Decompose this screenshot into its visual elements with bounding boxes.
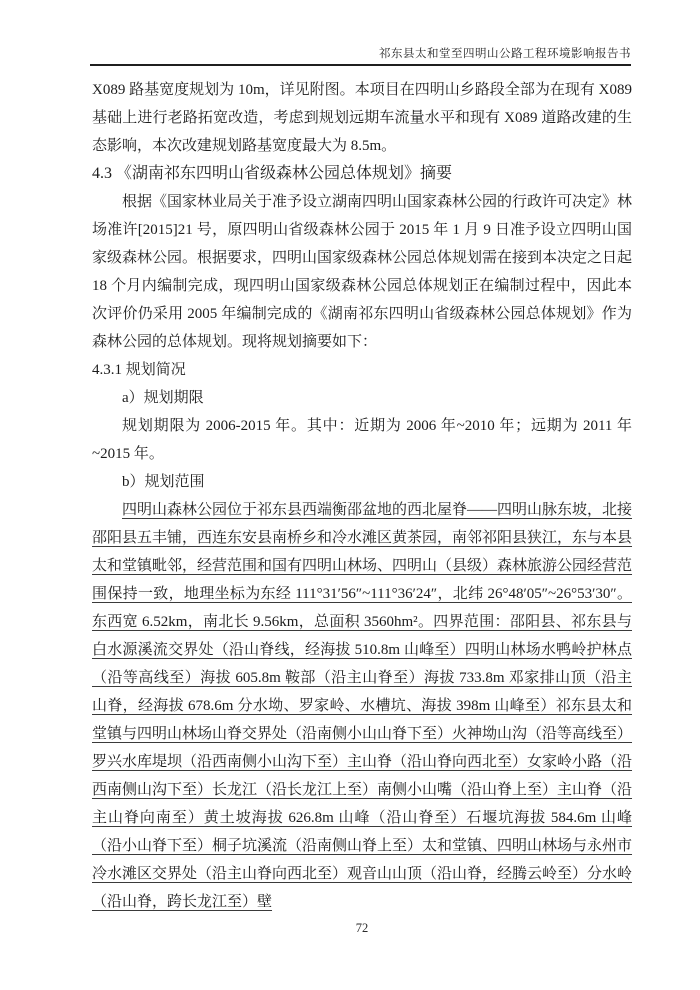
paragraph-plan-basis: 根据《国家林业局关于准予设立湖南四明山国家森林公园的行政许可决定》林场准许[2015]21 号，原四明山省级森林公园于 2015 年 1 月 9 日准予设立四明山国家级森林公园。根据要求，四明山国家级森林公园总体规划需在接到本决定之日起 18 个月内编制完成，现四明山国家级森林公园总体规划正在编制过程中，因此本次评价仍采用 2005 年编制完成的《湖南祁东四明山省级森林公园总体规划》作为森林公园的总体规划。现将规划摘要如下： bbox=[92, 194, 633, 350]
header-divider bbox=[90, 64, 631, 66]
report-header-title: 祁东县太和堂至四明山公路工程环境影响报告书 bbox=[379, 48, 631, 60]
paragraph-planning-period: 规划期限为 2006-2015 年。其中：近期为 2006 年~2010 年；远期为 2011 年~2015 年。 bbox=[92, 418, 632, 462]
paragraph-road-width: X089 路基宽度规划为 10m，详见附图。本项目在四明山乡路段全部为在现有 X089 基础上进行老路拓宽改造，考虑到规划远期车流量水平和现有 X089 道路改建的生态影响，本次改建规划路基宽度最大为 8.5m。 bbox=[92, 82, 632, 154]
page-content bbox=[92, 76, 632, 916]
section-heading-4-3: 4.3 《湖南祁东四明山省级森林公园总体规划》摘要 bbox=[92, 165, 453, 182]
item-b-planning-scope-label: b）规划范围 bbox=[122, 474, 205, 490]
item-a-planning-period-label: a）规划期限 bbox=[122, 390, 204, 406]
page-number: 72 bbox=[355, 921, 369, 935]
paragraph-planning-scope: 四明山森林公园位于祁东县西端衡邵盆地的西北屋脊——四明山脉东坡，北接邵阳县五丰铺，西连东安县南桥乡和冷水滩区黄茶园，南邻祁阳县狭江，东与本县太和堂镇毗邻，经营范围和国有四明山林场、四明山（县级）森林旅游公园经营范围保持一致，地理坐标为东经 111°31′56″~111°36′24″，北纬 26°48′05″~26°53′30″。东西宽 6.52km，南北长 9.56km，总面积 3560hm²。四界范围：邵阳县、祁东县与白水源溪流交界处（沿山脊线，经海拔 510.8m 山峰至）四明山林场水鸭岭护林点（沿等高线至）海拔 605.8m 鞍部（沿主山脊至）海拔 733.8m 邓家排山顶（沿主山脊，经海拔 678.6m 分水坳、罗家岭、水槽坑、海拔 398m 山峰至）祁东县太和堂镇与四明山林场山脊交界处（沿南侧小山山脊下至）火神坳山沟（沿等高线至）罗兴水库堤坝（沿西南侧小山沟下至）主山脊（沿山脊向西北至）女家岭小路（沿西南侧山沟下至）长龙江（沿长龙江上至）南侧小山嘴（沿山脊上至）主山脊（沿主山脊向南至）黄土坡海拔 626.8m 山峰（沿山脊至）石堰坑海拔 584.6m 山峰（沿小山脊下至）桐子坑溪流（沿南侧山脊上至）太和堂镇、四明山林场与永州市冷水滩区交界处（沿主山脊向西北至）观音山山顶（沿山脊，经腾云岭至）分水岭（沿山脊，跨长龙江至）壁 bbox=[92, 502, 633, 910]
subsection-heading-4-3-1: 4.3.1 规划简况 bbox=[92, 362, 186, 378]
